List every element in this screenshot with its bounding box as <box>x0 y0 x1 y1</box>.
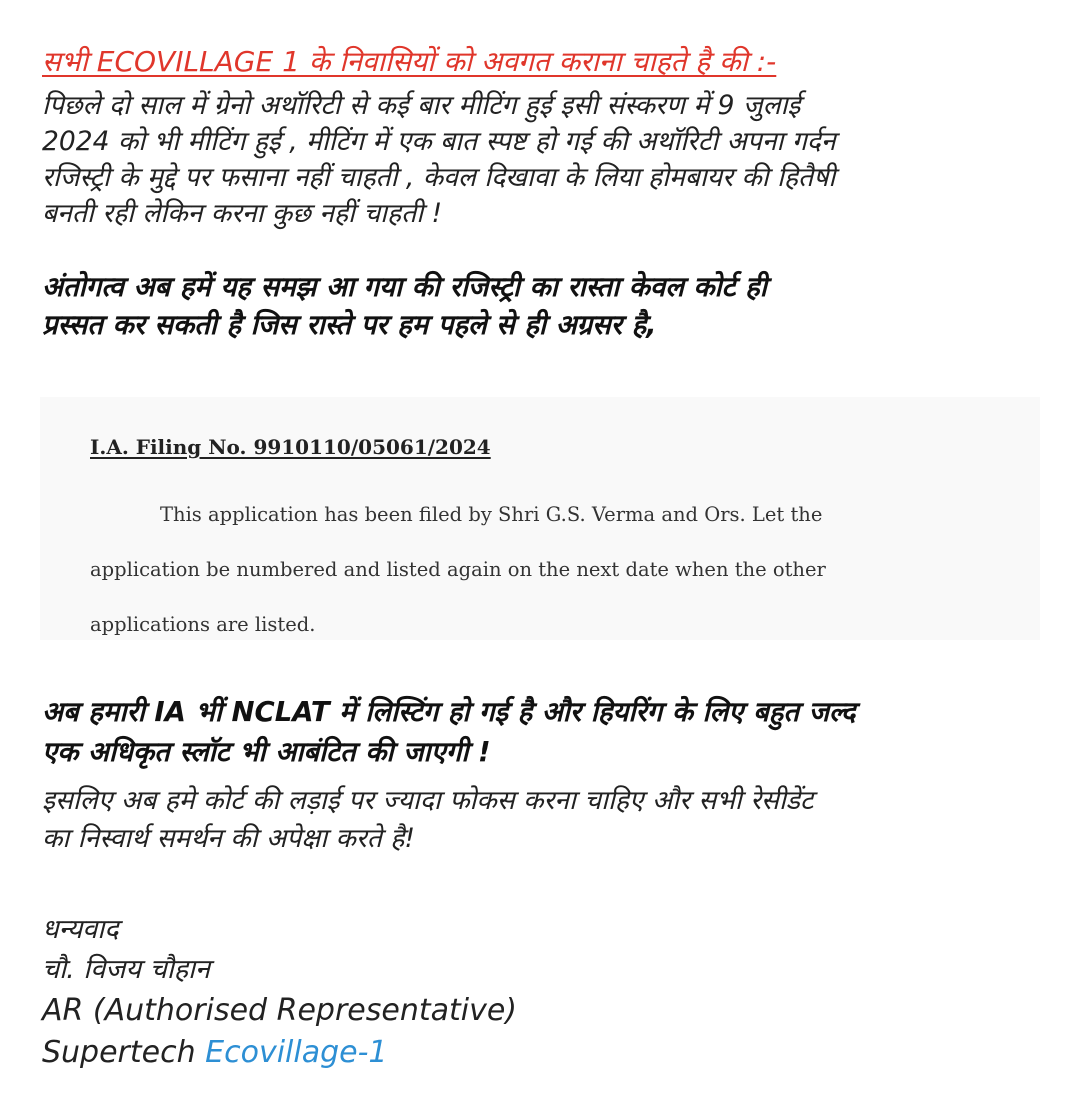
paragraph-court-route <box>42 268 1052 344</box>
organization-prefix: Supertech <box>42 1035 206 1070</box>
paragraph-line: पिछले दो साल में ग्रेनो अथॉरिटी से कई बार मीटिंग हुई इसी संस्करण में 9 जुलाई <box>42 90 801 121</box>
court-order-line: This application has been filed by Shri G.S. Verma and Ors. Let the <box>160 503 823 526</box>
court-order-text <box>90 487 1000 652</box>
paragraph-line: 2024 को भी मीटिंग हुई , मीटिंग में एक बात स्पष्ट हो गई की अथॉरिटी अपना गर्दन <box>42 126 836 157</box>
paragraph-line: अब हमारी IA भीं NCLAT में लिस्टिंग हो गई है और हियरिंग के लिए बहुत जल्द <box>42 696 856 728</box>
court-order-line: applications are listed. <box>90 613 316 636</box>
court-order-line: application be numbered and listed again on the next date when the other <box>90 558 826 581</box>
paragraph-line: प्रस्सत कर सकती है जिस रास्ते पर हम पहले से ही अग्रसर है, <box>42 309 657 341</box>
organization-highlight: Ecovillage-1 <box>205 1035 388 1070</box>
signoff-role: AR (Authorised Representative) <box>42 993 518 1028</box>
paragraph-meetings <box>42 88 1042 232</box>
signoff-block <box>42 910 1042 1074</box>
signoff-thanks: धन्यवाद <box>42 914 119 945</box>
signoff-organization <box>42 1032 1042 1074</box>
signoff-name: चौ. विजय चौहान <box>42 954 211 985</box>
paragraph-line: रजिस्ट्री के मुद्दे पर फसाना नहीं चाहती , केवल दिखावा के लिया होमबायर की हितैषी <box>42 162 836 193</box>
paragraph-line: एक अधिकृत स्लॉट भी आबंटित की जाएगी ! <box>42 736 491 768</box>
paragraph-nclat-listing <box>42 692 1052 772</box>
paragraph-line: बनती रही लेकिन करना कुछ नहीं चाहती ! <box>42 198 443 229</box>
paragraph-line: इसलिए अब हमे कोर्ट की लड़ाई पर ज्यादा फोकस करना चाहिए और सभी रेसीडेंट <box>42 785 814 816</box>
paragraph-line: अंतोगत्व अब हमें यह समझ आ गया की रजिस्ट्री का रास्ता केवल कोर्ट ही <box>42 271 767 303</box>
notice-heading <box>42 44 1042 80</box>
filing-number-title: I.A. Filing No. 9910110/05061/2024 <box>90 435 491 459</box>
paragraph-support-request <box>42 782 1042 858</box>
notice-heading-text: सभी ECOVILLAGE 1 के निवासियों को अवगत कराना चाहते है की :- <box>42 45 777 78</box>
paragraph-line: का निस्वार्थ समर्थन की अपेक्षा करते है! <box>42 823 415 854</box>
court-order-excerpt <box>40 397 1040 640</box>
